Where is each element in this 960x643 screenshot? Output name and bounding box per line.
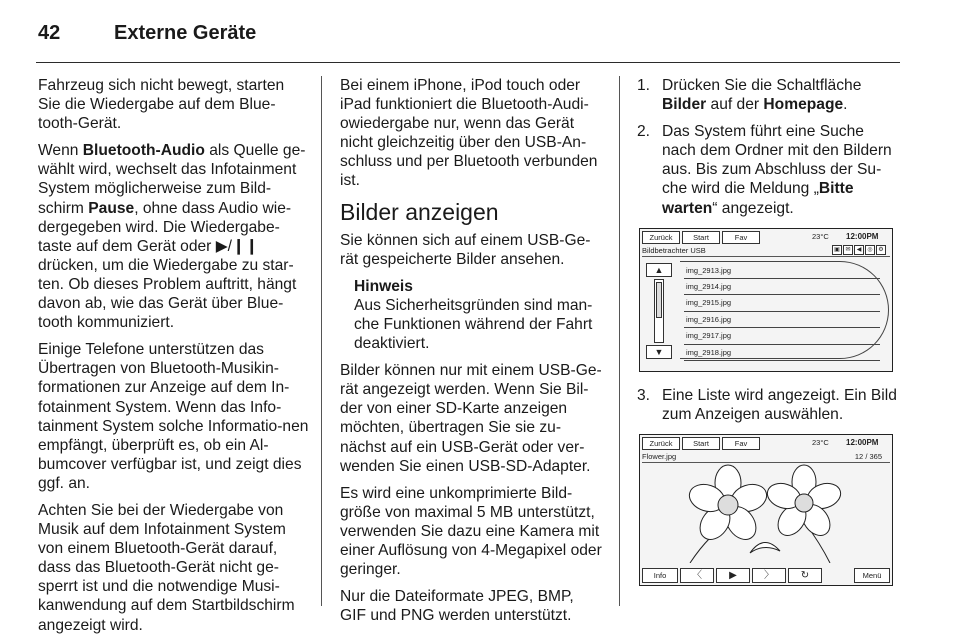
column-2: [340, 76, 602, 633]
file-list-item[interactable]: img_2914.jpg: [684, 279, 880, 295]
file-list-item[interactable]: img_2913.jpg: [684, 263, 880, 279]
bluetooth-icon: ✉: [843, 245, 853, 255]
page-number: 42: [38, 22, 61, 44]
note-box: [354, 277, 602, 353]
column-3: [637, 76, 901, 600]
step-3: [637, 386, 901, 424]
section-heading: Bilder anzeigen: [340, 198, 499, 225]
screenshot-image-viewer: [639, 434, 893, 586]
paragraph: Achten Sie bei der Wiedergabe von Musik auf dem Infotainment System von einem Bluetooth-Gerät darauf, dass das Bluetooth-Gerät nicht ge-sperrt ist und die notwendige Musi-kanwendung auf dem Startbildschirm angezeigt wird.: [38, 501, 295, 634]
note-text: Aus Sicherheitsgründen sind man-che Funktionen während der Fahrt deaktiviert.: [354, 296, 593, 353]
note-label: Hinweis: [354, 277, 413, 295]
step-number: 3.: [637, 386, 651, 404]
browser-title: Bildbetrachter USB: [642, 245, 890, 257]
text-run: .: [843, 96, 848, 114]
bold-term: Bitte warten: [662, 180, 854, 217]
file-list-item[interactable]: img_2917.jpg: [684, 328, 880, 344]
paragraph: Bilder können nur mit einem USB-Ge-rät angezeigt werden. Wenn Sie Bil-der von einer SD-Karte anzeigen möchten, übertragen Sie sie zu-nächst auf ein USB-Gerät oder ver-wenden Sie einen USB-SD-Adapter.: [340, 362, 602, 475]
text-run: Das System führt eine Suche nach dem Ordner mit den Bildern aus. Bis zum Abschluss der Su-che wird die Meldung „: [662, 123, 892, 198]
file-list: [684, 263, 880, 361]
scrollbar[interactable]: [654, 279, 664, 343]
paragraph: Bei einem iPhone, iPod touch oder iPad funktioniert die Bluetooth-Audi-owiedergabe nur, wenn das Gerät nicht gleichzeitig über den USB-An-schluss und per Bluetooth verbunden ist.: [340, 77, 598, 190]
previous-icon[interactable]: 〈: [680, 568, 714, 583]
play-icon[interactable]: ▶: [716, 568, 750, 583]
temperature: 23°C: [812, 231, 829, 241]
page-title: Externe Geräte: [114, 22, 257, 44]
column-divider: [321, 76, 322, 606]
clock: 12:00PM: [846, 231, 879, 241]
paragraph: Sie können sich auf einem USB-Ge-rät gespeicherte Bilder ansehen.: [340, 231, 591, 268]
paragraph: Einige Telefone unterstützen das Übertragen von Bluetooth-Musikin-formationen zur Anzeige auf dem In-fotainment System. Wenn das Info-tainment System solche Informatio-nen empfängt, überprüft es, ob ein Al-bumcover verfügbar ist, und zeigt dies ggf. an.: [38, 341, 309, 492]
paragraph: Nur die Dateiformate JPEG, BMP, GIF und PNG werden unterstützt.: [340, 588, 574, 625]
top-bar: [642, 231, 890, 243]
start-button[interactable]: Start: [682, 231, 720, 244]
scroll-thumb[interactable]: [656, 282, 662, 318]
file-list-item[interactable]: img_2915.jpg: [684, 295, 880, 311]
top-bar: [642, 437, 890, 449]
step-1: [637, 76, 901, 114]
back-button[interactable]: Zurück: [642, 231, 680, 244]
file-list-item[interactable]: img_2916.jpg: [684, 312, 880, 328]
text-run: als Quelle ge-wählt wird, wechselt das Infotainment System möglicherweise zum Bild-schirm: [38, 142, 306, 217]
scroll-up-button[interactable]: ▲: [646, 263, 672, 277]
step-list: [637, 76, 901, 218]
clock: 12:00PM: [846, 437, 879, 447]
scroll-down-button[interactable]: ▼: [646, 345, 672, 359]
fav-button[interactable]: Fav: [722, 231, 760, 244]
step-list: [637, 386, 901, 424]
header-rule: [36, 62, 900, 63]
start-button[interactable]: Start: [682, 437, 720, 450]
bottom-bar: [642, 569, 890, 583]
volume-icon: ◀: [854, 245, 864, 255]
text-run: Drücken Sie die Schaltfläche: [662, 77, 862, 94]
flower-image: [680, 463, 852, 563]
image-filename: Flower.jpg: [642, 451, 677, 461]
bold-term: Pause: [88, 199, 135, 217]
screenshot-image-browser: [639, 228, 893, 372]
text-run: auf der: [706, 96, 764, 114]
text-run: Wenn: [38, 142, 83, 160]
bold-term: Bluetooth-Audio: [82, 142, 205, 160]
bold-term: Bilder: [662, 96, 707, 114]
next-icon[interactable]: 〉: [752, 568, 786, 583]
temperature: 23°C: [812, 437, 829, 447]
rotate-icon[interactable]: ↻: [788, 568, 822, 583]
text-run: Eine Liste wird angezeigt. Ein Bild zum Anzeigen auswählen.: [662, 386, 897, 423]
paragraph: Es wird eine unkomprimierte Bild-größe von maximal 5 MB unterstützt, verwenden Sie dazu eine Kamera mit einer Auflösung von 4-Megapixel oder geringer.: [340, 484, 602, 579]
image-counter: 12 / 365: [854, 451, 882, 461]
step-number: 2.: [637, 123, 651, 141]
back-button[interactable]: Zurück: [642, 437, 680, 450]
sd-icon: ▣: [832, 245, 842, 255]
image-info-bar: [642, 451, 890, 463]
text-run: , ohne dass Audio wie-dergegeben wird. Die Wiedergabe-taste auf dem Gerät oder ▶/❙❙ drücken, um die Wiedergabe zu star-ten. Ob dieses Problem auftritt, hängt davon ab, wie das Gerät über Blue-tooth kommuniziert.: [38, 199, 297, 332]
step-2: [637, 122, 901, 217]
paragraph: [38, 141, 310, 332]
phone-icon: ◎: [865, 245, 875, 255]
fav-button[interactable]: Fav: [722, 437, 760, 450]
settings-icon: ⚙: [876, 245, 886, 255]
menu-button[interactable]: Menü: [854, 568, 890, 583]
column-1: [38, 76, 310, 643]
page-header: [38, 22, 256, 45]
text-run: “ angezeigt.: [712, 199, 794, 217]
column-divider: [619, 76, 620, 606]
step-number: 1.: [637, 77, 651, 94]
paragraph: Fahrzeug sich nicht bewegt, starten Sie die Wiedergabe auf dem Blue-tooth-Gerät.: [38, 77, 285, 133]
file-list-item[interactable]: img_2918.jpg: [684, 345, 880, 361]
bold-term: Homepage: [763, 96, 844, 114]
info-button[interactable]: Info: [642, 568, 678, 583]
